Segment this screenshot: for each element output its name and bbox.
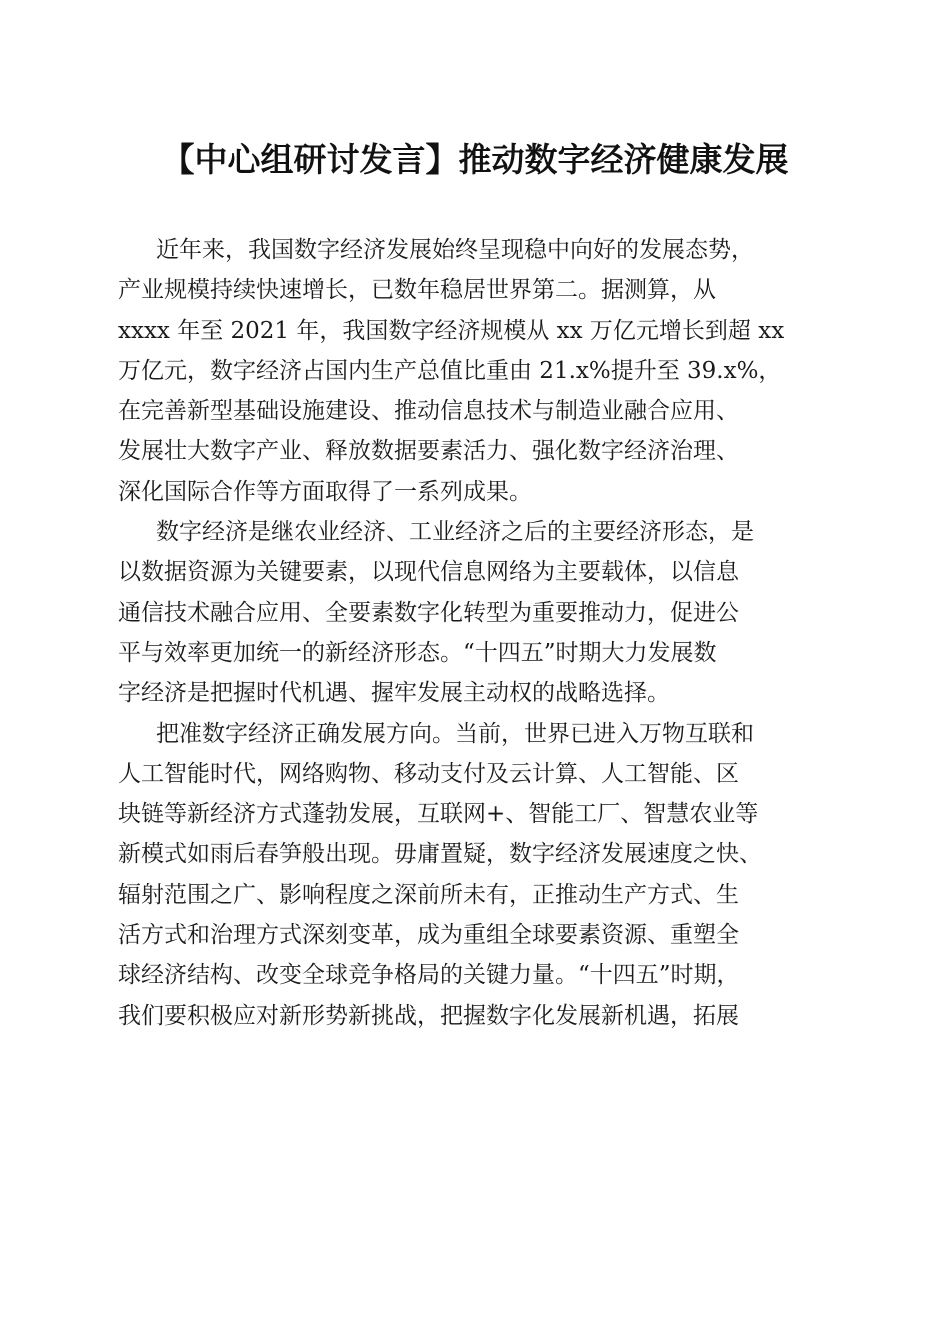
paragraph-line: 人工智能时代，网络购物、移动支付及云计算、人工智能、区 [118, 760, 739, 787]
paragraph-3 [118, 714, 838, 1036]
document-title: 【中心组研讨发言】推动数字经济健康发展 [161, 140, 789, 179]
paragraph-line: 把准数字经济正确发展方向。当前，世界已进入万物互联和 [156, 720, 754, 747]
paragraph-line: 万亿元，数字经济占国内生产总值比重由 21.x%提升至 39.x%， [118, 357, 782, 384]
paragraph-line: 通信技术融合应用、全要素数字化转型为重要推动力，促进公 [118, 599, 739, 626]
paragraph-line: 数字经济是继农业经济、工业经济之后的主要经济形态，是 [156, 519, 754, 546]
paragraph-line: 字经济是把握时代机遇、握牢发展主动权的战略选择。 [118, 680, 670, 707]
paragraph-line: 产业规模持续快速增长，已数年稳居世界第二。据测算，从 [118, 277, 716, 304]
paragraph-line: 近年来，我国数字经济发展始终呈现稳中向好的发展态势， [156, 237, 754, 263]
paragraph-line: 深化国际合作等方面取得了一系列成果。 [118, 478, 532, 505]
paragraph-line: 球经济结构、改变全球竞争格局的关键力量。“十四五”时期， [118, 962, 740, 989]
document-body [118, 230, 838, 1036]
paragraph-line: 发展壮大数字产业、释放数据要素活力、强化数字经济治理、 [118, 438, 739, 465]
paragraph-line: 以数据资源为关键要素，以现代信息网络为主要载体，以信息 [118, 559, 739, 586]
paragraph-line: 活方式和治理方式深刻变革，成为重组全球要素资源、重塑全 [118, 922, 739, 949]
paragraph-line: 平与效率更加统一的新经济形态。“十四五”时期大力发展数 [118, 639, 717, 666]
paragraph-line: 辐射范围之广、影响程度之深前所未有，正推动生产方式、生 [118, 881, 739, 908]
paragraph-line: 我们要积极应对新形势新挑战，把握数字化发展新机遇，拓展 [118, 1002, 739, 1029]
paragraph-line: xxxx 年至 2021 年，我国数字经济规模从 xx 万亿元增长到超 xx [118, 317, 785, 344]
paragraph-2 [118, 512, 838, 713]
paragraph-line: 块链等新经济方式蓬勃发展，互联网+、智能工厂、智慧农业等 [118, 801, 759, 828]
paragraph-line: 在完善新型基础设施建设、推动信息技术与制造业融合应用、 [118, 398, 739, 425]
paragraph-1 [118, 230, 838, 512]
paragraph-line: 新模式如雨后春笋般出现。毋庸置疑，数字经济发展速度之快、 [118, 841, 762, 868]
